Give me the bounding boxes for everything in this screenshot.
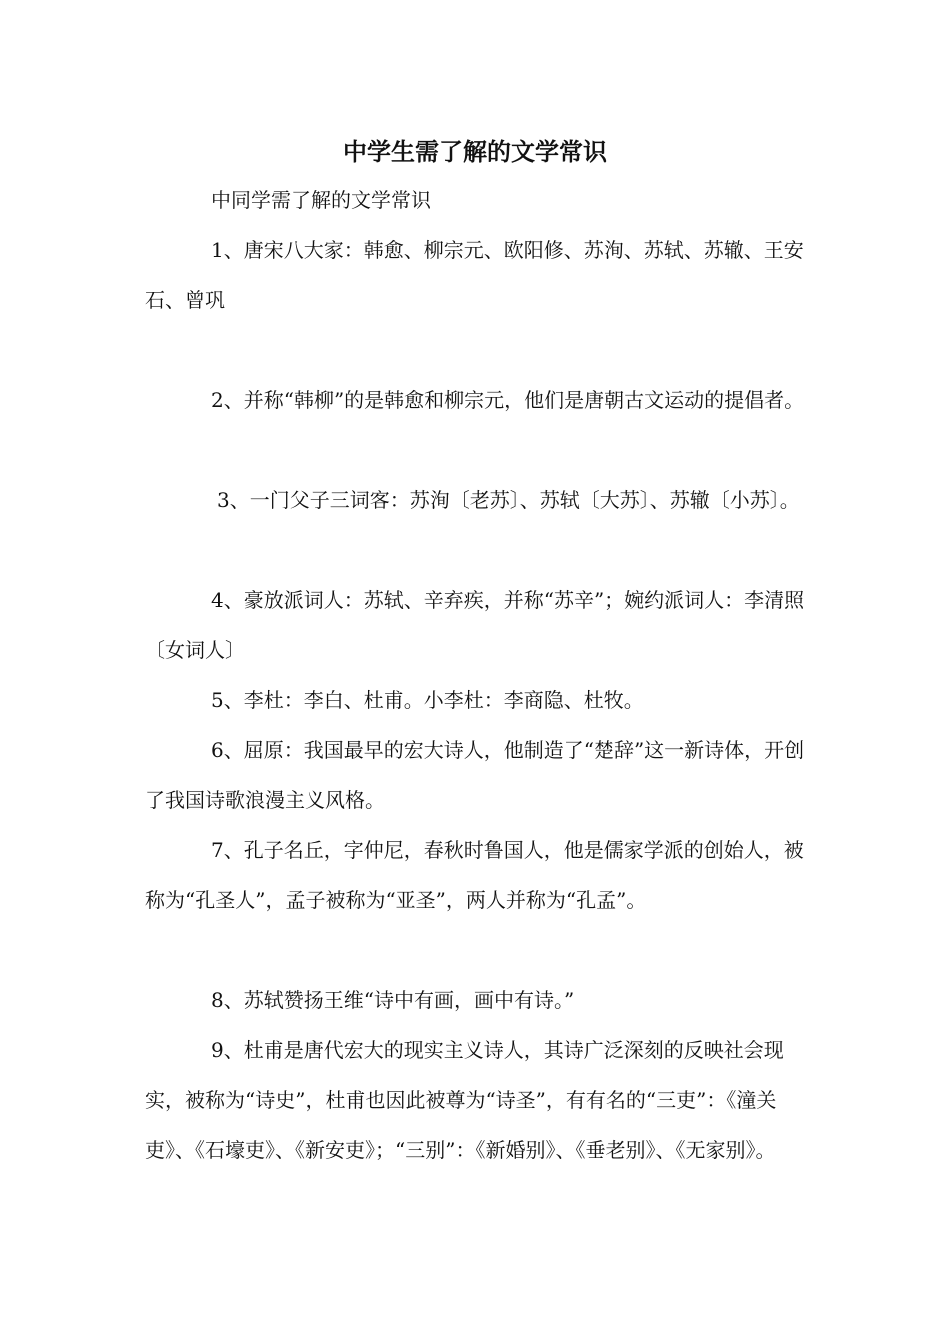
paragraph-2: 2、并称“韩柳”的是韩愈和柳宗元，他们是唐朝古文运动的提倡者。 xyxy=(211,388,805,412)
document-subtitle: 中同学需了解的文学常识 xyxy=(211,188,431,212)
paragraph-7: 7、孔子名丘，字仲尼，春秋时鲁国人，他是儒家学派的创始人，被称为“孔圣人”，孟子被称为“亚圣”，两人并称为“孔孟”。 xyxy=(145,838,804,912)
paragraph-1: 1、唐宋八大家：韩愈、柳宗元、欧阳修、苏洵、苏轼、苏辙、王安石、曾巩 xyxy=(145,238,804,312)
paragraph-4: 4、豪放派词人：苏轼、辛弃疾，并称“苏辛”；婉约派词人：李清照〔女词人〕 xyxy=(145,588,805,662)
document-title: 中学生需了解的文学常识 xyxy=(343,138,607,166)
paragraph-3: 3、一门父子三词客：苏洵〔老苏〕、苏轼〔大苏〕、苏辙〔小苏〕。 xyxy=(217,488,800,512)
paragraph-5: 5、李杜：李白、杜甫。小李杜：李商隐、杜牧。 xyxy=(211,688,644,712)
paragraph-8: 8、苏轼赞扬王维“诗中有画，画中有诗。” xyxy=(211,988,575,1012)
paragraph-9: 9、杜甫是唐代宏大的现实主义诗人，其诗广泛深刻的反映社会现实，被称为“诗史”，杜甫也因此被尊为“诗圣”，有有名的“三吏”：《潼关吏》、《石壕吏》、《新安吏》；“三别”：《新婚别》、《垂老别》、《无家别》。 xyxy=(145,1038,784,1162)
paragraph-6: 6、屈原：我国最早的宏大诗人，他制造了“楚辞”这一新诗体，开创了我国诗歌浪漫主义风格。 xyxy=(145,738,805,812)
